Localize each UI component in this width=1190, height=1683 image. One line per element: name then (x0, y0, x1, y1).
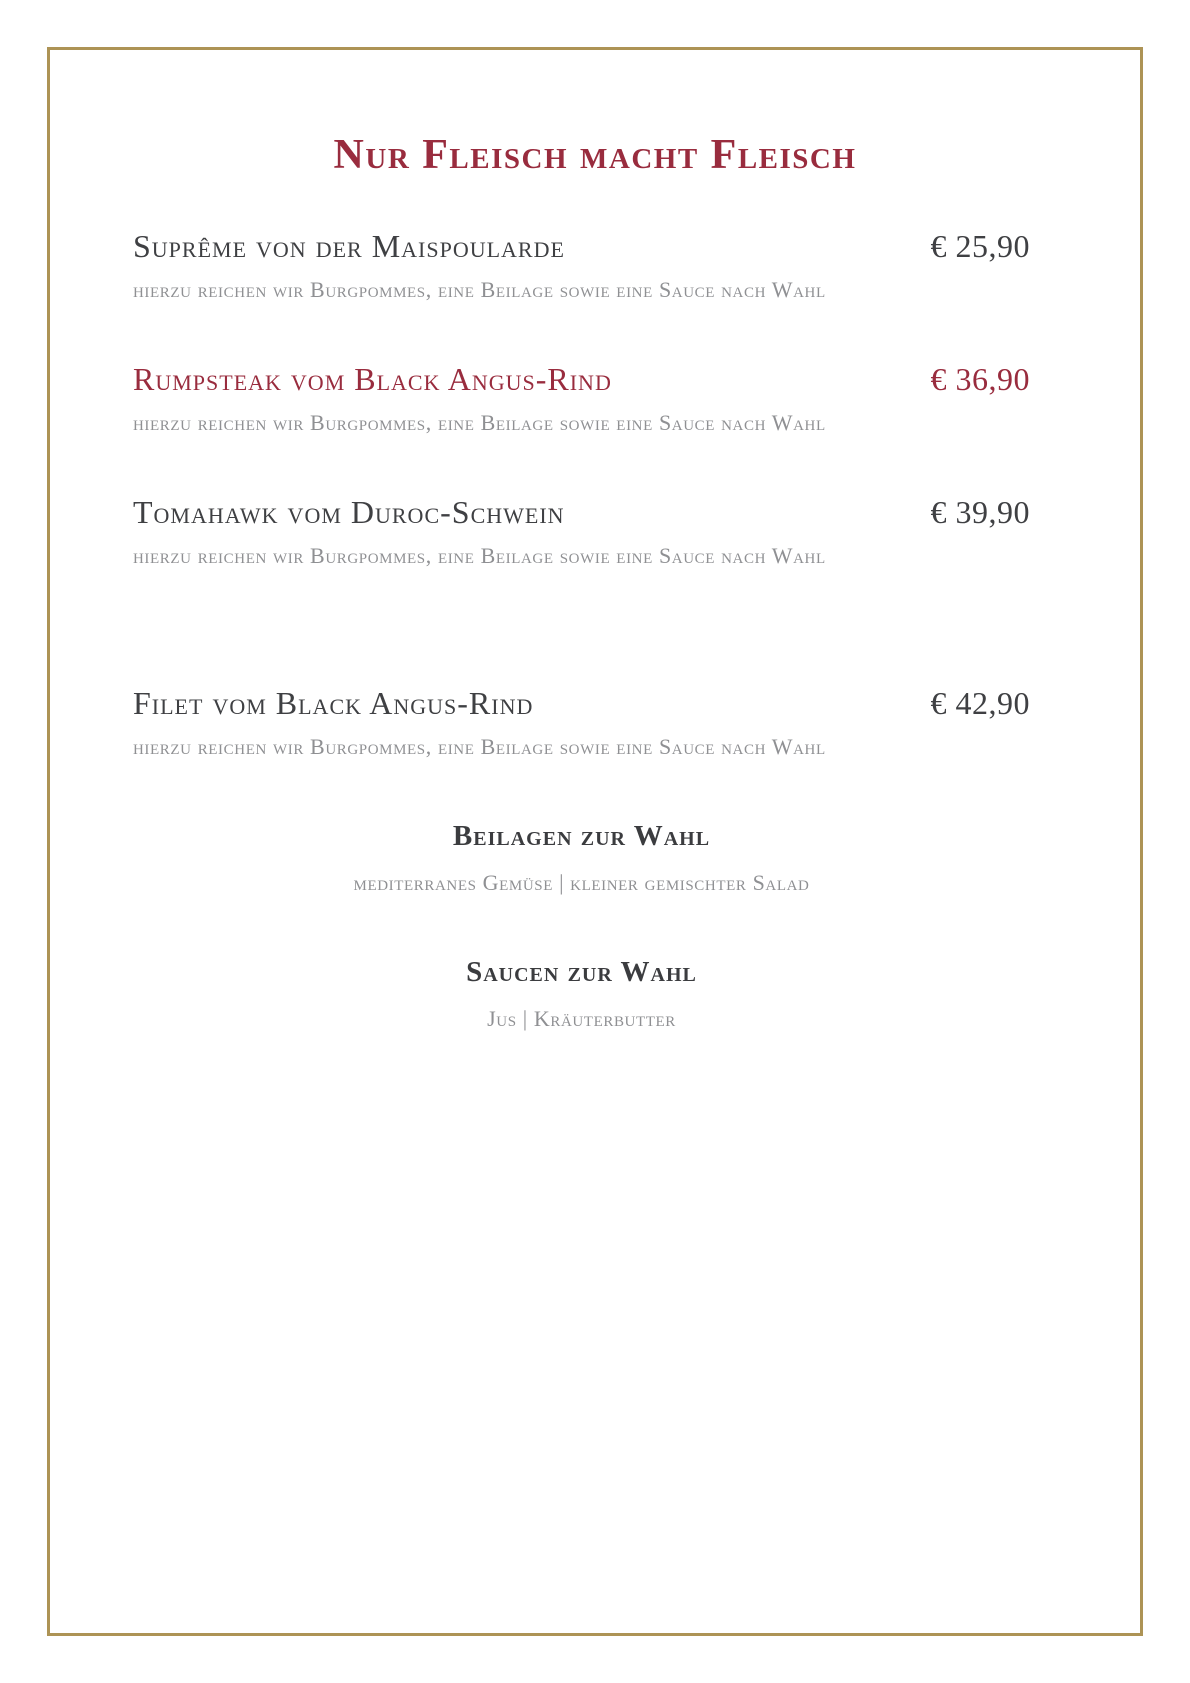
section-options: Jus | Kräuterbutter (487, 1006, 676, 1031)
menu-item-price: € 36,90 (930, 361, 1030, 397)
menu-content (133, 226, 1030, 1036)
menu-item-name: Rumpsteak vom Black Angus-Rind (133, 361, 612, 397)
menu-item-price: € 25,90 (930, 228, 1030, 264)
section-heading: Beilagen zur Wahl (452, 820, 711, 852)
section-options: mediterranes Gemüse | kleiner gemischter Salad (353, 870, 810, 895)
menu-item-row (133, 359, 1030, 399)
menu-item-name: Tomahawk vom Duroc-Schwein (133, 494, 565, 530)
menu-item-rumpsteak-black-angus (133, 359, 1030, 440)
section-heading: Saucen zur Wahl (466, 956, 697, 988)
menu-item-tomahawk-duroc-schwein (133, 492, 1030, 573)
menu-item-name: Filet vom Black Angus-Rind (133, 685, 534, 721)
menu-item-filet-black-angus (133, 683, 1030, 764)
menu-item-supreme-maispoularde (133, 226, 1030, 307)
section-spacer (133, 900, 1030, 952)
menu-item-description: hierzu reichen wir Burgpommes, eine Beilage sowie eine Sauce nach Wahl (133, 277, 826, 302)
menu-item-name: Suprême von der Maispoularde (133, 228, 565, 264)
menu-item-row (133, 492, 1030, 532)
menu-item-row (133, 226, 1030, 266)
menu-item-description: hierzu reichen wir Burgpommes, eine Beilage sowie eine Sauce nach Wahl (133, 543, 826, 568)
menu-item-description: hierzu reichen wir Burgpommes, eine Beilage sowie eine Sauce nach Wahl (133, 410, 826, 435)
section-beilagen-zur-wahl (133, 816, 1030, 900)
menu-item-description: hierzu reichen wir Burgpommes, eine Beilage sowie eine Sauce nach Wahl (133, 734, 826, 759)
menu-item-row (133, 683, 1030, 723)
menu-item-price: € 42,90 (930, 685, 1030, 721)
menu-item-price: € 39,90 (930, 494, 1030, 530)
page-title: Nur Fleisch macht Fleisch (333, 132, 857, 178)
section-saucen-zur-wahl (133, 952, 1030, 1036)
